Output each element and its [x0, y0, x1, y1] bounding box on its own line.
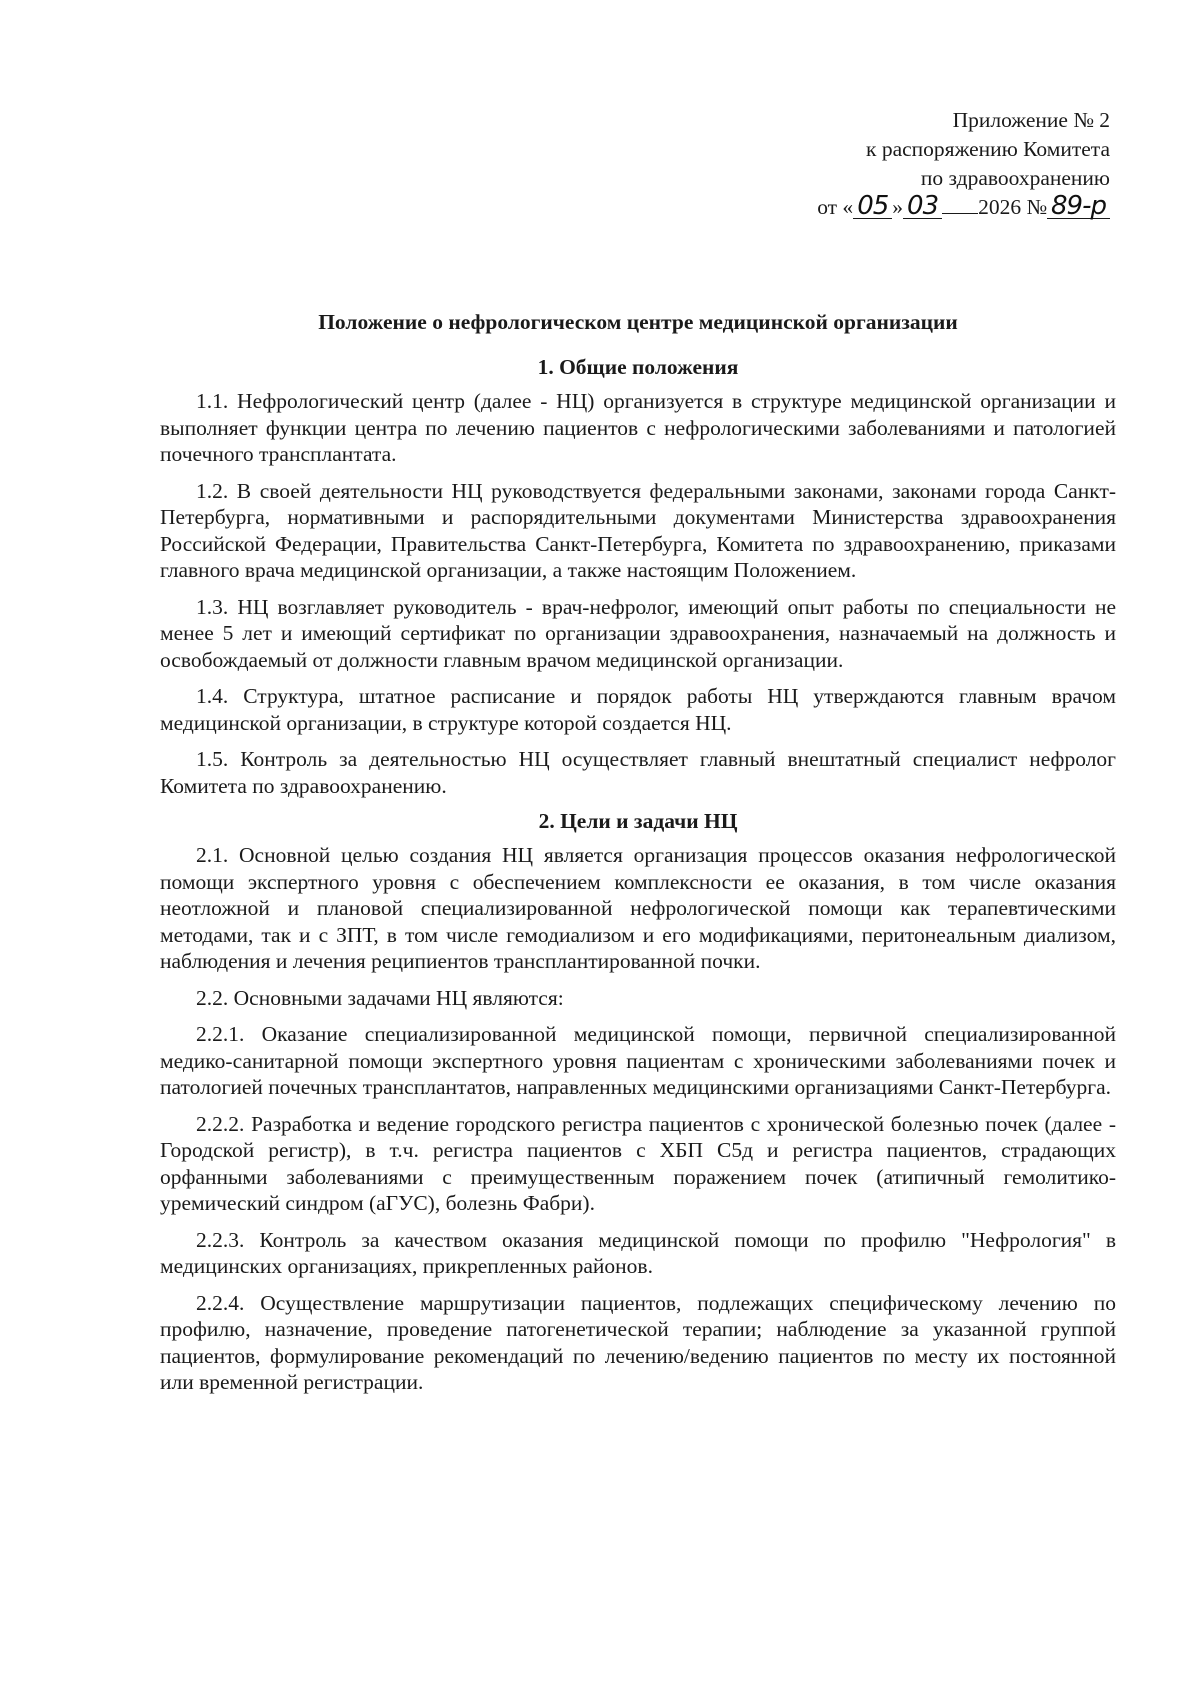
- document-title: Положение о нефрологическом центре медицинской организации: [318, 310, 958, 334]
- paragraph-1-2: 1.2. В своей деятельности НЦ руководствуется федеральными законами, законами города Санкт-Петербурга, нормативными и распорядительными документами Министерства здравоохранения Российской Федерации, Правительства Санкт-Петербурга, Комитета по здравоохранению, приказами главного врача медицинской организации, а также настоящим Положением.: [160, 478, 1116, 582]
- section-2-title: 2. Цели и задачи НЦ: [538, 809, 738, 833]
- paragraph-1-4: 1.4. Структура, штатное расписание и порядок работы НЦ утверждаются главным врачом медицинской организации, в структуре которой создается НЦ.: [160, 684, 1116, 735]
- paragraph-1-3: 1.3. НЦ возглавляет руководитель - врач-нефролог, имеющий опыт работы по специальности не менее 5 лет и имеющий сертификат по организации здравоохранения, назначаемый на должность и освобождаемый от должности главным врачом медицинской организации.: [160, 594, 1116, 672]
- paragraph-2-2-3: 2.2.3. Контроль за качеством оказания медицинской помощи по профилю "Нефрология" в медицинских организациях, прикрепленных районов.: [160, 1227, 1116, 1278]
- order-date-line: [817, 193, 1110, 222]
- appendix-label: Приложение № 2: [952, 108, 1110, 132]
- paragraph-1-1: 1.1. Нефрологический центр (далее - НЦ) организуется в структуре медицинской организации и выполняет функции центра по лечению пациентов с нефрологическими заболеваниями и патологией почечного трансплантата.: [160, 389, 1116, 466]
- date-blank: [942, 193, 978, 214]
- order-reference: к распоряжению Комитета: [866, 137, 1110, 161]
- date-day: 05: [853, 194, 892, 219]
- appendix-header: [817, 106, 1110, 222]
- paragraph-2-2-2: 2.2.2. Разработка и ведение городского регистра пациентов с хронической болезнью почек (далее - Городской регистр), в т.ч. регистра пациентов с ХБП С5д и регистра пациентов, страдающих орфанными заболеваниями с преимущественным поражением почек (атипичный гемолитико-уремический синдром (аГУС), болезнь Фабри).: [160, 1111, 1116, 1215]
- date-separator: »: [892, 195, 904, 219]
- date-prefix: от «: [817, 195, 854, 219]
- date-month: 03: [903, 194, 942, 219]
- paragraph-2-1: 2.1. Основной целью создания НЦ является организация процессов оказания нефрологической помощи экспертного уровня с обеспечением комплексности ее оказания, в том числе оказания неотложной и плановой специализированной нефрологической помощи как терапевтическими методами, так и с ЗПТ, в том числе гемодиализом и его модификациями, перитонеальным диализом, наблюдения и лечения реципиентов трансплантированной почки.: [160, 843, 1116, 973]
- paragraph-2-2: 2.2. Основными задачами НЦ являются:: [196, 985, 564, 1010]
- paragraph-2-2-1: 2.2.1. Оказание специализированной медицинской помощи, первичной специализированной медико-санитарной помощи экспертного уровня пациентам с хроническими заболеваниями почек и патологией почечных трансплантатов, направленных медицинскими организациями Санкт-Петербурга.: [160, 1022, 1116, 1099]
- date-year: 2026 №: [978, 195, 1048, 219]
- document-body: [160, 310, 1116, 1406]
- order-number: 89-р: [1047, 194, 1110, 219]
- section-1-title: 1. Общие положения: [537, 355, 739, 379]
- paragraph-1-5: 1.5. Контроль за деятельностью НЦ осуществляет главный внештатный специалист нефролог Комитета по здравоохранению.: [160, 747, 1116, 798]
- paragraph-2-2-4: 2.2.4. Осуществление маршрутизации пациентов, подлежащих специфическому лечению по профилю, назначение, проведение патогенетической терапии; наблюдение за указанной группой пациентов, формулирование рекомендаций по лечению/ведению пациентов по месту их постоянной или временной регистрации.: [160, 1290, 1116, 1394]
- committee-name: по здравоохранению: [920, 166, 1110, 190]
